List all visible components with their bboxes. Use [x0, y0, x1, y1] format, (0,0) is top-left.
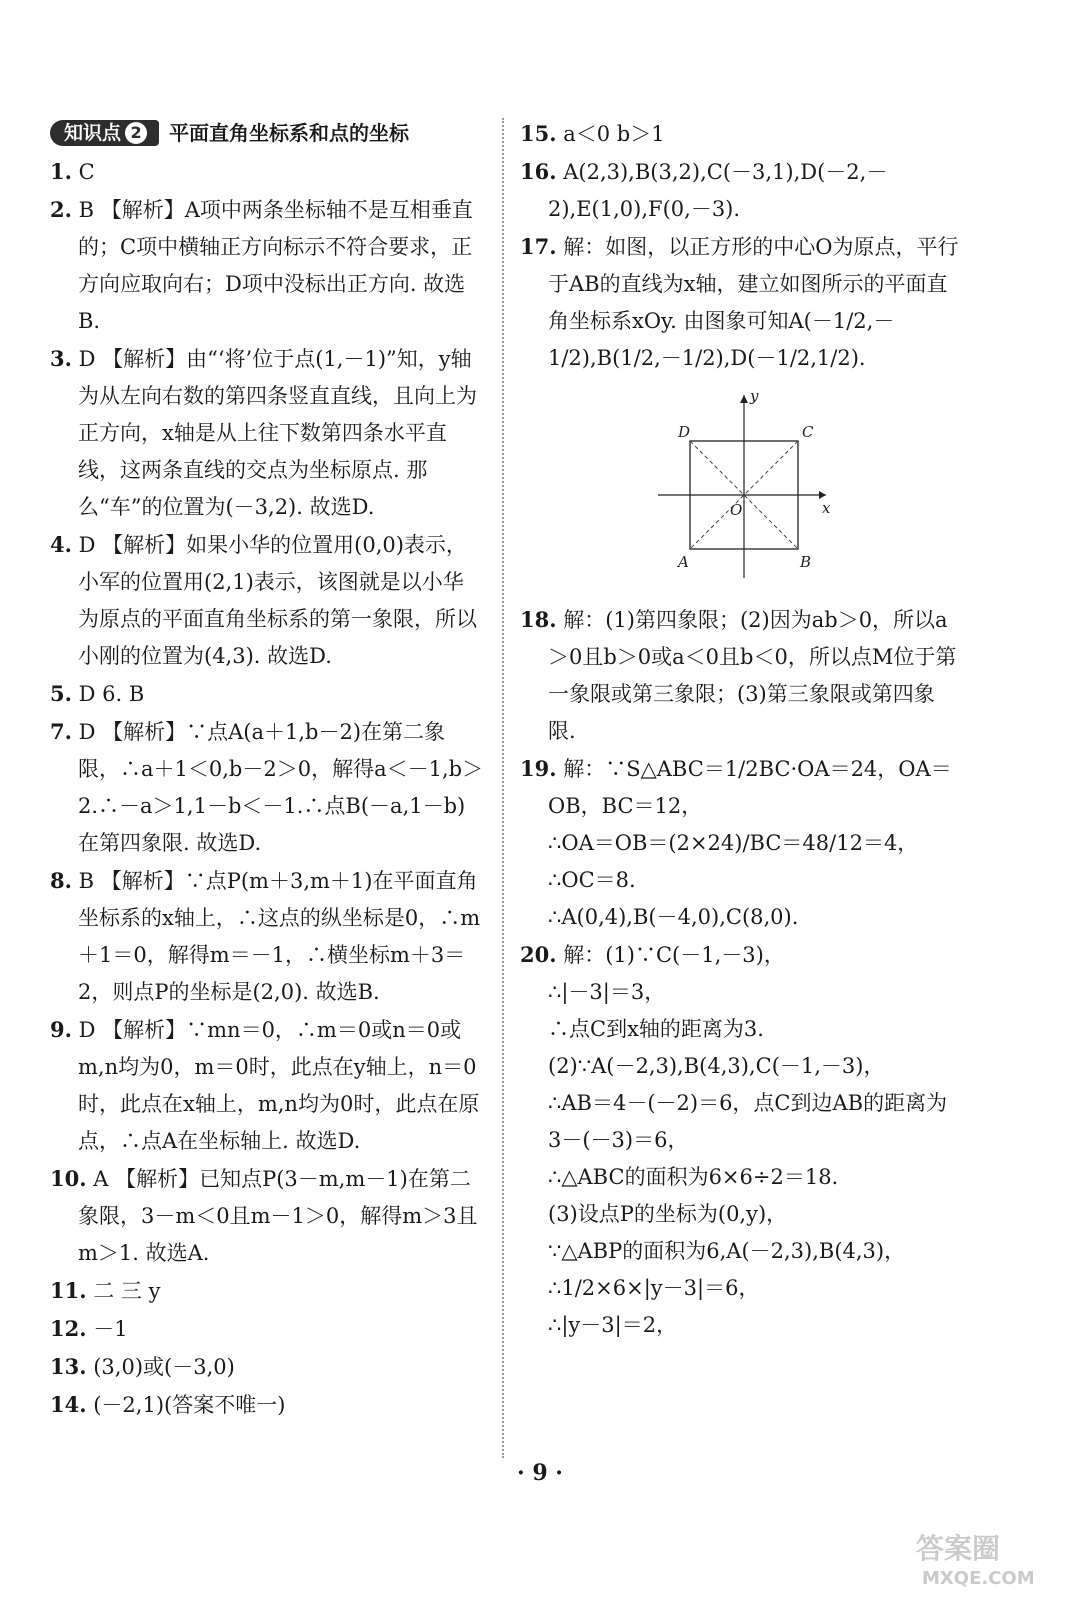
item-text: D 【解析】如果小华的位置用(0,0)表示，小军的位置用(2,1)表示，该图就是以小华为原点的平面直角坐标系的第一象限，所以小刚的位置为(4,3). 故选D.: [78, 533, 477, 668]
solution-line: (3)设点P的坐标为(0,y)，: [548, 1202, 788, 1226]
label-D: D: [678, 423, 691, 441]
answer-item-5: [50, 675, 484, 713]
answer-item-9: [50, 1011, 484, 1160]
solution-line: ∵△ABP的面积为6,A(－2,3),B(4,3)，: [548, 1239, 906, 1263]
item-text: D 【解析】∵mn＝0，∴m＝0或n＝0或m,n均为0，m＝0时，此点在y轴上，n＝0时，此点在x轴上，m,n均为0时，此点在原点，∴点A在坐标轴上. 故选D.: [78, 1018, 480, 1153]
watermark-url-text: MXQE.COM: [922, 1568, 1035, 1589]
solution-line: ∴OC＝8.: [548, 868, 636, 892]
item-text: A(2,3),B(3,2),C(－3,1),D(－2,－2),E(1,0),F(0,－3).: [548, 160, 888, 221]
solution-line: ∴OA＝OB＝(2×24)/BC＝48/12＝4，: [548, 831, 919, 855]
item-text: C: [78, 160, 95, 184]
answer-item-14: [50, 1386, 484, 1424]
answer-item-10: [50, 1160, 484, 1272]
item-number: 8.: [50, 868, 72, 893]
answer-item-1: [50, 153, 484, 191]
item-text: A 【解析】已知点P(3－m,m－1)在第二象限，3－m＜0且m－1＞0，解得m＞3且m＞1. 故选A.: [78, 1167, 478, 1265]
answer-item-16: [520, 153, 960, 228]
badge-number: 2: [125, 122, 147, 144]
label-A: A: [678, 553, 689, 571]
answer-item-20: [520, 936, 960, 974]
item-text: －1: [93, 1317, 128, 1341]
item-number: 1.: [50, 159, 72, 184]
item-text: B 【解析】A项中两条坐标轴不是互相垂直的；C项中横轴正方向标示不符合要求，正方向应取向右；D项中没标出正方向. 故选B.: [78, 198, 473, 333]
item-number: 12.: [50, 1316, 87, 1341]
knowledge-point-header: [50, 115, 484, 151]
solution-line: ∴|y－3|＝2，: [548, 1313, 678, 1337]
answer-item-7: [50, 713, 484, 862]
y-axis-arrow: [740, 395, 748, 403]
item-number: 19.: [520, 756, 557, 781]
answer-item-12: [50, 1310, 484, 1348]
label-x: x: [822, 499, 831, 517]
item-number: 7.: [50, 719, 72, 744]
solution-line: ∴|－3|＝3，: [548, 980, 666, 1004]
answer-item-19: [520, 750, 960, 825]
item-text: a＜0 b＞1: [563, 122, 665, 146]
item-text: 二 三 y: [93, 1279, 161, 1303]
label-B: B: [800, 553, 812, 571]
solution-line: ∴点C到x轴的距离为3.: [548, 1017, 764, 1041]
column-divider: [502, 118, 504, 1458]
solution-line: ∴AB＝4－(－2)＝6，点C到边AB的距离为3－(－3)＝6，: [548, 1091, 948, 1152]
item-number: 5.: [50, 681, 72, 706]
item-text: D 【解析】由“‘将’位于点(1,－1)”知，y轴为从左向右数的第四条竖直直线，且向上为正方向，x轴是从上往下数第四条水平直线，这两条直线的交点为坐标原点. 那么“车”的位置为(－3,2). 故选D.: [78, 347, 477, 519]
solution-line: ∴△ABC的面积为6×6÷2＝18.: [548, 1165, 839, 1189]
answer-item-18: [520, 601, 960, 750]
answer-item-2: [50, 191, 484, 340]
x-axis-arrow: [819, 491, 826, 499]
item-number: 10.: [50, 1166, 87, 1191]
watermark-logo-text: 答案圈: [916, 1532, 1001, 1565]
item-number: 4.: [50, 532, 72, 557]
label-C: C: [802, 423, 814, 441]
section-title: 平面直角坐标系和点的坐标: [169, 120, 410, 145]
page-number: · 9 ·: [517, 1460, 563, 1486]
item-text: (3,0)或(－3,0): [93, 1355, 235, 1379]
item-number: 20.: [520, 942, 557, 967]
badge-label: 知识点: [64, 122, 122, 144]
answer-item-3: [50, 340, 484, 526]
solution-line: ∴A(0,4),B(－4,0),C(8,0).: [548, 905, 799, 929]
label-y: y: [750, 387, 759, 405]
answer-item-11: [50, 1272, 484, 1310]
item-text: D 【解析】∵点A(a＋1,b－2)在第二象限，∴a＋1＜0,b－2＞0，解得a＜－1,b＞2.∴－a＞1,1－b＜－1.∴点B(－a,1－b)在第四象限. 故选D.: [78, 720, 484, 855]
item-number: 11.: [50, 1278, 87, 1303]
solution-line: (2)∵A(－2,3),B(4,3),C(－1,－3)，: [548, 1054, 885, 1078]
item-number: 3.: [50, 346, 72, 371]
answer-item-15: [520, 115, 960, 153]
item-text: (－2,1)(答案不唯一): [93, 1393, 286, 1417]
knowledge-point-badge: [50, 120, 159, 146]
answer-item-4: [50, 526, 484, 675]
coordinate-square-figure: [648, 383, 838, 583]
right-column: [520, 115, 960, 1344]
answer-item-13: [50, 1348, 484, 1386]
answer-item-8: [50, 862, 484, 1011]
item-text: 解：∵S△ABC＝1/2BC·OA＝24，OA＝OB，BC＝12，: [548, 757, 952, 818]
solution-line: ∴1/2×6×|y－3|＝6，: [548, 1276, 760, 1300]
item-number: 18.: [520, 607, 557, 632]
item-text: 解：如图，以正方形的中心O为原点，平行于AB的直线为x轴，建立如图所示的平面直角坐标系xOy. 由图象可知A(－1/2,－1/2),B(1/2,－1/2),D(－1/2,1/2).: [548, 235, 959, 370]
item-text: D 6. B: [78, 682, 145, 706]
item-number: 13.: [50, 1354, 87, 1379]
answer-item-17: [520, 228, 960, 377]
left-column: [50, 115, 484, 1424]
item-number: 2.: [50, 197, 72, 222]
item-number: 16.: [520, 159, 557, 184]
site-watermark: [908, 1526, 1058, 1590]
label-O: O: [730, 501, 743, 519]
item-text: 解：(1)∵C(－1,－3)，: [563, 943, 785, 967]
item-number: 15.: [520, 121, 557, 146]
item-number: 14.: [50, 1392, 87, 1417]
item-number: 9.: [50, 1017, 72, 1042]
item-text: B 【解析】∵点P(m＋3,m＋1)在平面直角坐标系的x轴上，∴这点的纵坐标是0，∴m＋1＝0，解得m＝－1，∴横坐标m＋3＝2，则点P的坐标是(2,0). 故选B.: [78, 869, 481, 1004]
item-number: 17.: [520, 234, 557, 259]
item-text: 解：(1)第四象限；(2)因为ab＞0，所以a＞0且b＞0或a＜0且b＜0，所以点M位于第一象限或第三象限；(3)第三象限或第四象限.: [548, 608, 957, 743]
